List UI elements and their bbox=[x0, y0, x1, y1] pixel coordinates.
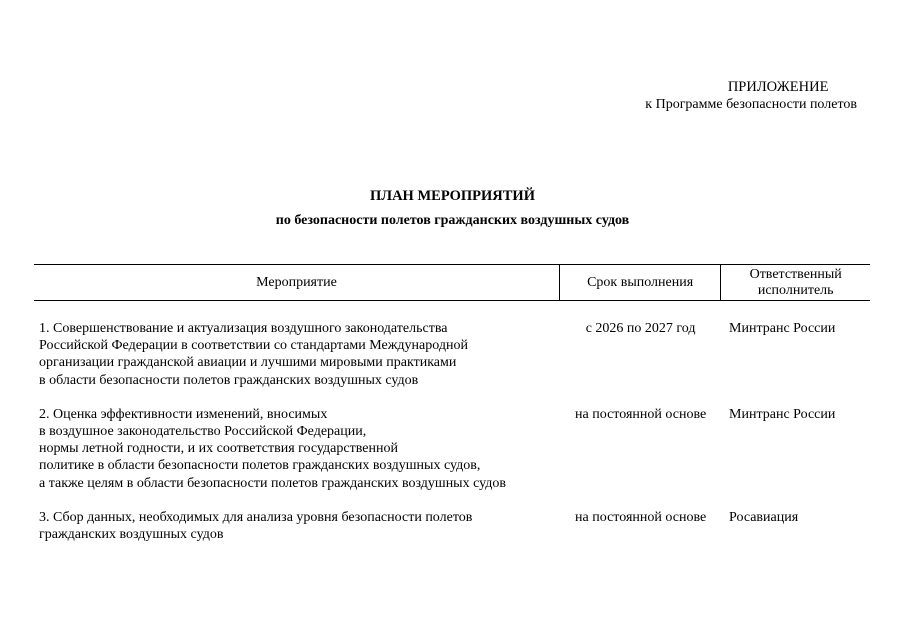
plan-table bbox=[34, 264, 870, 560]
appendix-header bbox=[645, 78, 857, 114]
table-row bbox=[34, 509, 870, 543]
table-row bbox=[34, 406, 870, 492]
table-body bbox=[34, 301, 870, 543]
term-cell: с 2026 по 2027 год bbox=[585, 321, 696, 336]
column-header-responsible: Ответственный исполнитель bbox=[749, 266, 842, 298]
term-cell: на постоянной основе bbox=[575, 406, 707, 422]
responsible-cell: Росавиация bbox=[729, 509, 799, 525]
document-title: ПЛАН МЕРОПРИЯТИЙ bbox=[370, 188, 535, 204]
table-header bbox=[34, 264, 870, 301]
column-header-term: Срок выполнения bbox=[560, 265, 721, 300]
appendix-subtitle: к Программе безопасности полетов bbox=[645, 97, 857, 112]
event-cell: 3. Сбор данных, необходимых для анализа уровня безопасности полетов гражданских воздушных судов bbox=[39, 509, 473, 543]
event-cell: 1. Совершенствование и актуализация воздушного законодательства Российской Федерации в соответствии со стандартами Международной организации гражданской авиации и лучшими мировыми практиками в области безопасности полетов гражданских воздушных судов bbox=[39, 321, 468, 388]
term-cell: на постоянной основе bbox=[575, 509, 707, 525]
table-row bbox=[34, 320, 870, 389]
event-cell: 2. Оценка эффективности изменений, вносимых в воздушное законодательство Российской Федерации, нормы летной годности, и их соответствия государственной политике в области безопасности полетов гражданских воздушных судов, а также целям в области безопасности полетов гражданских воздушных судов bbox=[39, 406, 506, 491]
column-header-event: Мероприятие bbox=[34, 265, 560, 300]
appendix-title: ПРИЛОЖЕНИЕ bbox=[727, 79, 829, 95]
responsible-cell: Минтранс России bbox=[729, 321, 836, 336]
responsible-cell: Минтранс России bbox=[729, 406, 836, 422]
document-subtitle: по безопасности полетов гражданских воздушных судов bbox=[275, 213, 630, 228]
